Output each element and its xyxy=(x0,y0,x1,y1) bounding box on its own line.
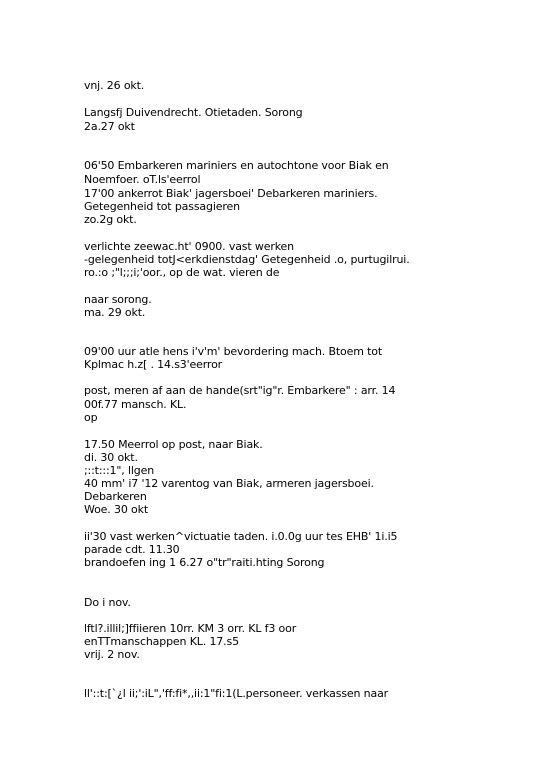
text-line: parade cdt. 11.30 xyxy=(84,543,180,556)
text-line: 2a.27 okt xyxy=(84,120,135,133)
text-line: verlichte zeewac.ht' 0900. vast werken xyxy=(84,240,294,253)
text-line: ii'30 vast werken^victuatie taden. i.0.0g uur tes EHB' 1i.i5 xyxy=(84,530,398,543)
text-line: brandoefen ing 1 6.27 o"tr"raiti.hting Sorong xyxy=(84,556,325,569)
text-line: ;::t:::1", llgen xyxy=(84,464,155,477)
text-line: Langsfj Duivendrecht. Otietaden. Sorong xyxy=(84,106,303,119)
text-line: vrij. 2 nov. xyxy=(84,648,140,661)
text-line: op xyxy=(84,411,98,424)
text-line: ma. 29 okt. xyxy=(84,306,146,319)
text-line: 40 mm' i7 '12 varentog van Biak, armeren jagersboei. xyxy=(84,477,374,490)
text-line: 17.50 Meerrol op post, naar Biak. xyxy=(84,438,263,451)
text-line: lftl?.illil;]ffiieren 10rr. KM 3 orr. KL f3 oor xyxy=(84,622,297,635)
text-line: Debarkeren xyxy=(84,490,147,503)
text-line: zo.2g okt. xyxy=(84,213,137,226)
text-line: 06'50 Embarkeren mariniers en autochtone voor Biak en xyxy=(84,159,389,172)
text-line: Do i nov. xyxy=(84,596,131,609)
text-line: naar sorong. xyxy=(84,293,152,306)
text-line: ro.:o ;"l;;;i;'oor., op de wat. vieren de xyxy=(84,266,280,279)
text-line: Getegenheid tot passagieren xyxy=(84,200,240,213)
text-line: 00f.77 mansch. KL. xyxy=(84,398,187,411)
text-line: di. 30 okt. xyxy=(84,451,138,464)
text-line: vnj. 26 okt. xyxy=(84,79,145,92)
text-line: Kplmac h.z[ . 14.s3'eerror xyxy=(84,358,223,371)
text-line: ll'::t:[`¿l ii;':iL",'ff:fi*,,ii:1"fi:1(L.personeer. verkassen naar xyxy=(84,687,389,700)
text-line: post, meren af aan de hande(srt"ig"r. Embarkere" : arr. 14 xyxy=(84,384,396,397)
text-line: Noemfoer. oT.ls'eerrol xyxy=(84,173,201,186)
text-line: enTTmanschappen KL. 17.s5 xyxy=(84,635,239,648)
text-line: 17'00 ankerrot Biak' jagersboei' Debarkeren mariniers. xyxy=(84,187,378,200)
text-line: 09'00 uur atle hens i'v'm' bevordering mach. Btoem tot xyxy=(84,345,383,358)
text-line: -gelegenheid totJ<erkdienstdag' Getegenheid .o, purtugilrui. xyxy=(84,253,410,266)
text-line: Woe. 30 okt xyxy=(84,503,148,516)
